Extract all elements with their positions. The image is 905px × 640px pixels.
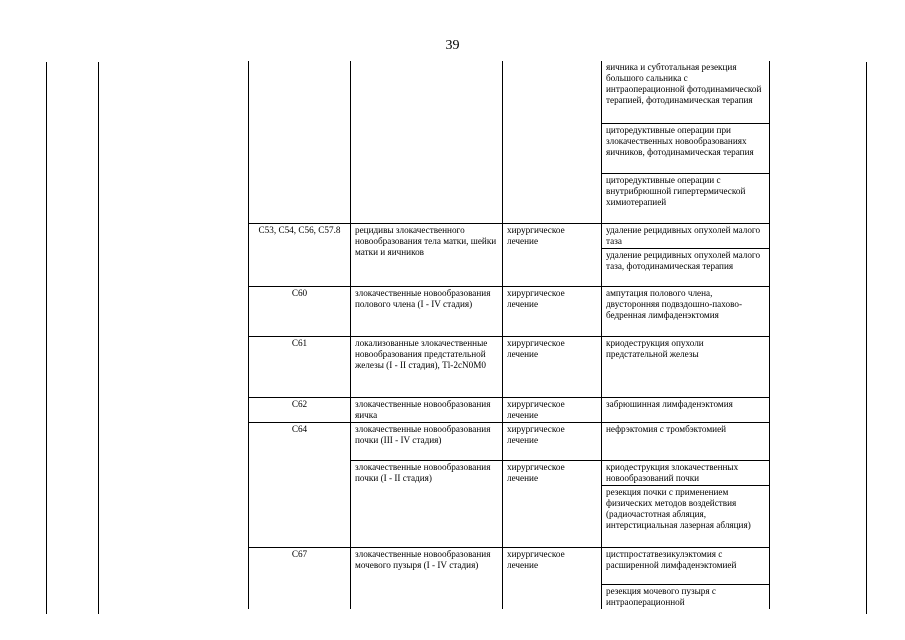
method-cell: циторедуктивные операции при злокачественных новообразованиях яичников, фотодинамическая терапия bbox=[602, 124, 770, 174]
diagnosis-cell: злокачественные новообразования мочевого пузыря (I - IV стадия) bbox=[351, 548, 503, 610]
treatment-table bbox=[248, 61, 770, 609]
method-cell: криодеструкция опухоли предстательной железы bbox=[602, 337, 770, 398]
treatment-type-cell: хирургическое лечение bbox=[503, 398, 602, 423]
treatment-type-cell bbox=[503, 61, 602, 224]
table-border-line bbox=[98, 62, 99, 614]
method-cell: ампутация полового члена, двусторонняя подвздошно-пахово-бедренная лимфаденэктомия bbox=[602, 287, 770, 337]
treatment-type-cell: хирургическое лечение bbox=[503, 224, 602, 287]
icd-code-cell bbox=[249, 61, 351, 224]
method-cell: яичника и субтотальная резекция большого сальника с интраоперационной фотодинамической терапией, фотодинамическая терапия bbox=[602, 61, 770, 124]
method-cell: резекция почки с применением физических методов воздействия (радиочастотная абляция, интерстициальная лазерная абляция) bbox=[602, 486, 770, 548]
diagnosis-cell: злокачественные новообразования почки (III - IV стадия) bbox=[351, 423, 503, 461]
method-cell: криодеструкция злокачественных новообразований почки bbox=[602, 461, 770, 486]
icd-code-cell: C60 bbox=[249, 287, 351, 337]
method-cell: удаление рецидивных опухолей малого таза bbox=[602, 224, 770, 249]
diagnosis-cell: злокачественные новообразования почки (I - II стадия) bbox=[351, 461, 503, 548]
treatment-type-cell: хирургическое лечение bbox=[503, 548, 602, 610]
diagnosis-cell: злокачественные новообразования яичка bbox=[351, 398, 503, 423]
treatment-type-cell: хирургическое лечение bbox=[503, 337, 602, 398]
diagnosis-cell: рецидивы злокачественного новообразования тела матки, шейки матки и яичников bbox=[351, 224, 503, 287]
method-cell: циторедуктивные операции с внутрибрюшной гипертермической химиотерапией bbox=[602, 174, 770, 224]
treatment-type-cell: хирургическое лечение bbox=[503, 423, 602, 461]
diagnosis-cell: локализованные злокачественные новообразования предстательной железы (I - II стадия), Tl-2cN0M0 bbox=[351, 337, 503, 398]
icd-code-cell: C62 bbox=[249, 398, 351, 423]
icd-code-cell: C53, C54, C56, C57.8 bbox=[249, 224, 351, 287]
table-border-line bbox=[866, 62, 867, 614]
left-margin-line bbox=[46, 62, 47, 614]
method-cell: забрюшинная лимфаденэктомия bbox=[602, 398, 770, 423]
page-number: 39 bbox=[445, 38, 460, 53]
icd-code-cell: C67 bbox=[249, 548, 351, 610]
icd-code-cell: C64 bbox=[249, 423, 351, 548]
treatment-type-cell: хирургическое лечение bbox=[503, 287, 602, 337]
icd-code-cell: C61 bbox=[249, 337, 351, 398]
treatment-type-cell: хирургическое лечение bbox=[503, 461, 602, 548]
method-cell: резекция мочевого пузыря с интраоперационной bbox=[602, 585, 770, 610]
method-cell: удаление рецидивных опухолей малого таза, фотодинамическая терапия bbox=[602, 249, 770, 287]
diagnosis-cell bbox=[351, 61, 503, 224]
diagnosis-cell: злокачественные новообразования полового члена (I - IV стадия) bbox=[351, 287, 503, 337]
method-cell: цистпростатвезикулэктомия с расширенной лимфаденэктомией bbox=[602, 548, 770, 585]
method-cell: нефрэктомия с тромбэктомией bbox=[602, 423, 770, 461]
